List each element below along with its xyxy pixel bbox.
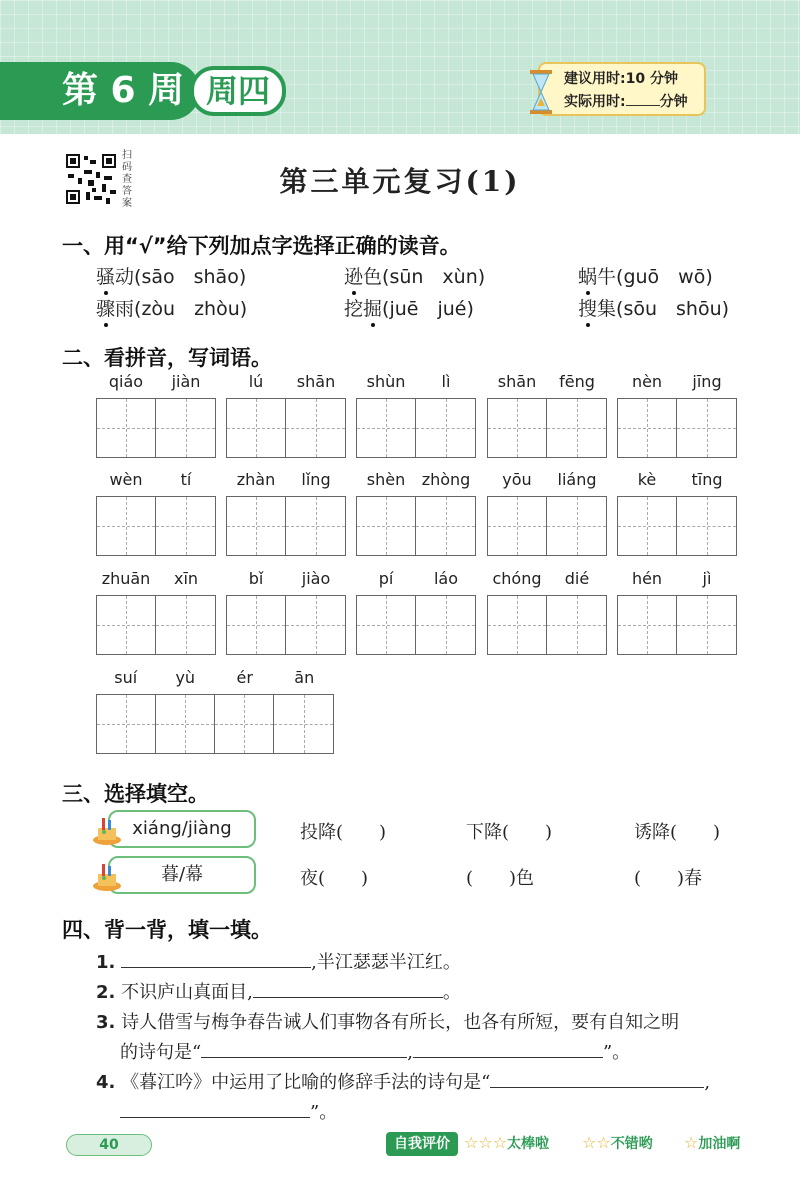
writing-cell[interactable] xyxy=(156,695,215,753)
self-evaluation-label: 自我评价 xyxy=(386,1132,458,1156)
week-label: 第 6 周 xyxy=(0,62,200,120)
pinyin-label xyxy=(226,569,346,591)
pinyin-label xyxy=(356,470,476,492)
writing-grid xyxy=(356,398,476,458)
writing-cell[interactable] xyxy=(618,497,677,555)
pinyin-syllable: suí xyxy=(114,668,138,687)
choice-text: 暮/幕 xyxy=(160,864,204,885)
qr-label: 扫码查答案 xyxy=(122,150,132,209)
question-1: 1. ,半江瑟瑟半江红。 xyxy=(96,952,461,973)
pinyin-choice-item[interactable]: 挖掘(juē jué) xyxy=(344,298,474,320)
writing-grid xyxy=(617,398,737,458)
answer-blank[interactable] xyxy=(490,1070,704,1088)
pinyin-syllable: bǐ xyxy=(248,569,264,588)
pinyin-label xyxy=(96,569,216,591)
writing-cell[interactable] xyxy=(416,596,475,654)
fill-item[interactable]: 夜( ) xyxy=(300,868,369,889)
eval-level-2[interactable]: ☆☆不错哟 xyxy=(582,1133,653,1152)
pinyin-syllable: xīn xyxy=(173,569,199,588)
pinyin-syllable: tīng xyxy=(691,470,723,489)
pinyin-label xyxy=(356,569,476,591)
pinyin-syllable: fēng xyxy=(559,372,595,391)
pinyin-syllable: wèn xyxy=(109,470,143,489)
star-icon: ☆ xyxy=(684,1133,699,1152)
fill-item[interactable]: ( )春 xyxy=(634,868,703,889)
actual-time-blank[interactable] xyxy=(626,92,660,106)
writing-cell[interactable] xyxy=(227,596,286,654)
pinyin-syllable: qiáo xyxy=(108,372,144,391)
pinyin-syllable: lì xyxy=(441,372,451,391)
writing-grid xyxy=(226,595,346,655)
page-title: 第三单元复习(1) xyxy=(279,165,521,198)
writing-cell[interactable] xyxy=(488,399,547,457)
pinyin-syllable: zhuān xyxy=(101,569,151,588)
writing-grid xyxy=(226,398,346,458)
pinyin-syllable: lú xyxy=(248,372,264,391)
writing-cell[interactable] xyxy=(286,596,345,654)
pinyin-label xyxy=(487,470,607,492)
writing-cell[interactable] xyxy=(488,497,547,555)
pinyin-syllable: jīng xyxy=(692,372,722,391)
pinyin-syllable: zhòng xyxy=(421,470,471,489)
writing-grid xyxy=(96,398,216,458)
writing-cell[interactable] xyxy=(227,399,286,457)
pinyin-label xyxy=(96,668,334,690)
fill-item[interactable]: 下降( ) xyxy=(466,822,553,843)
choice-text: xiáng/jiàng xyxy=(132,818,232,839)
writing-cell[interactable] xyxy=(286,399,345,457)
hourglass-icon xyxy=(528,70,554,114)
writing-cell[interactable] xyxy=(227,497,286,555)
answer-blank[interactable] xyxy=(120,1100,310,1118)
star-icon: ☆☆☆ xyxy=(464,1133,508,1152)
pinyin-syllable: shèn xyxy=(366,470,406,489)
writing-cell[interactable] xyxy=(677,497,736,555)
question-4: 4. 《暮江吟》中运用了比喻的修辞手法的诗句是“ , xyxy=(96,1072,711,1093)
writing-cell[interactable] xyxy=(416,497,475,555)
pinyin-syllable: shān xyxy=(497,372,537,391)
pinyin-syllable: láo xyxy=(433,569,459,588)
writing-grid xyxy=(356,595,476,655)
pinyin-label xyxy=(617,372,737,394)
pinyin-syllable: ān xyxy=(294,668,315,687)
writing-cell[interactable] xyxy=(286,497,345,555)
writing-cell[interactable] xyxy=(416,399,475,457)
pinyin-syllable: jì xyxy=(702,569,712,588)
star-icon: ☆☆ xyxy=(582,1133,611,1152)
writing-grid xyxy=(487,496,607,556)
pinyin-syllable: shùn xyxy=(366,372,406,391)
writing-grid xyxy=(96,694,334,754)
answer-blank[interactable] xyxy=(413,1040,603,1058)
pinyin-syllable: yōu xyxy=(502,470,532,489)
pinyin-syllable: dié xyxy=(564,569,590,588)
pinyin-choice-item[interactable]: 搜集(sōu shōu) xyxy=(578,298,730,320)
pinyin-syllable: pí xyxy=(378,569,394,588)
writing-cell[interactable] xyxy=(488,596,547,654)
writing-cell[interactable] xyxy=(97,695,156,753)
choice-box xyxy=(108,856,256,894)
writing-cell[interactable] xyxy=(156,497,215,555)
fill-item[interactable]: 诱降( ) xyxy=(634,822,721,843)
pinyin-syllable: tí xyxy=(180,470,192,489)
writing-grid xyxy=(96,595,216,655)
pinyin-label xyxy=(617,569,737,591)
writing-cell[interactable] xyxy=(215,695,274,753)
question-4-line2: ”。 xyxy=(120,1098,337,1124)
day-label: 周四 xyxy=(190,66,286,116)
writing-grid xyxy=(226,496,346,556)
page-number: 40 xyxy=(66,1134,152,1156)
pinyin-syllable: hén xyxy=(631,569,663,588)
pinyin-syllable: yù xyxy=(175,668,196,687)
eval-level-1[interactable]: ☆☆☆太棒啦 xyxy=(464,1133,550,1152)
pinyin-syllable: chóng xyxy=(492,569,542,588)
writing-grid xyxy=(487,398,607,458)
pinyin-syllable: lǐng xyxy=(301,470,331,489)
answer-blank[interactable] xyxy=(121,950,311,968)
question-3-line2: 的诗句是“ , ”。 xyxy=(120,1042,631,1063)
pinyin-choice-item[interactable]: 骤雨(zòu zhòu) xyxy=(96,298,248,320)
writing-cell[interactable] xyxy=(618,596,677,654)
question-3: 3. 诗人借雪与梅争春告诫人们事物各有所长，也各有所短，要有自知之明 xyxy=(96,1012,680,1033)
pinyin-label xyxy=(487,372,607,394)
pinyin-syllable: ér xyxy=(236,668,253,687)
answer-blank[interactable] xyxy=(201,1040,407,1058)
time-box xyxy=(538,62,706,116)
writing-cell[interactable] xyxy=(156,399,215,457)
pinyin-label xyxy=(356,372,476,394)
actual-time xyxy=(564,91,698,114)
writing-cell[interactable] xyxy=(357,596,416,654)
writing-grid xyxy=(617,595,737,655)
fill-item[interactable]: ( )色 xyxy=(466,868,535,889)
writing-cell[interactable] xyxy=(97,399,156,457)
pencil-cup-icon xyxy=(90,816,124,846)
fill-item[interactable]: 投降( ) xyxy=(300,822,387,843)
week-banner xyxy=(0,62,290,120)
writing-cell[interactable] xyxy=(547,596,606,654)
writing-cell[interactable] xyxy=(677,399,736,457)
writing-grid xyxy=(487,595,607,655)
pinyin-label xyxy=(96,372,216,394)
writing-grid xyxy=(617,496,737,556)
writing-cell[interactable] xyxy=(97,497,156,555)
writing-grid xyxy=(96,496,216,556)
question-2: 2. 不识庐山真面目, 。 xyxy=(96,982,461,1003)
pinyin-label xyxy=(617,470,737,492)
pinyin-choice-item[interactable]: 蜗牛(guō wō) xyxy=(578,266,713,288)
suggested-time: 建议用时:10 分钟 xyxy=(564,71,678,87)
pinyin-syllable: nèn xyxy=(631,372,663,391)
section1-heading: 一、用“√”给下列加点字选择正确的读音。 xyxy=(62,234,461,258)
pinyin-syllable: jiào xyxy=(301,569,331,588)
actual-time-label: 实际用时: xyxy=(564,94,626,110)
writing-cell[interactable] xyxy=(274,695,333,753)
pinyin-label xyxy=(487,569,607,591)
writing-cell[interactable] xyxy=(156,596,215,654)
writing-grid xyxy=(356,496,476,556)
writing-cell[interactable] xyxy=(677,596,736,654)
writing-cell[interactable] xyxy=(547,399,606,457)
section4-heading: 四、背一背，填一填。 xyxy=(62,918,272,942)
pinyin-choice-item[interactable]: 骚动(sāo shāo) xyxy=(96,266,247,288)
pinyin-syllable: shān xyxy=(296,372,336,391)
pencil-cup-icon xyxy=(90,862,124,892)
writing-cell[interactable] xyxy=(357,497,416,555)
pinyin-label xyxy=(96,470,216,492)
section3-heading: 三、选择填空。 xyxy=(62,782,209,806)
writing-cell[interactable] xyxy=(547,497,606,555)
writing-cell[interactable] xyxy=(97,596,156,654)
writing-cell[interactable] xyxy=(357,399,416,457)
pinyin-choice-item[interactable]: 逊色(sūn xùn) xyxy=(344,266,486,288)
answer-blank[interactable] xyxy=(253,980,443,998)
section2-heading: 二、看拼音，写词语。 xyxy=(62,346,272,370)
pinyin-syllable: liáng xyxy=(557,470,597,489)
writing-cell[interactable] xyxy=(618,399,677,457)
eval-level-3[interactable]: ☆加油啊 xyxy=(684,1133,741,1152)
pinyin-syllable: zhàn xyxy=(236,470,276,489)
actual-time-unit: 分钟 xyxy=(659,94,688,110)
pinyin-label xyxy=(226,372,346,394)
pinyin-syllable: jiàn xyxy=(171,372,201,391)
pinyin-syllable: kè xyxy=(637,470,657,489)
choice-box xyxy=(108,810,256,848)
pinyin-label xyxy=(226,470,346,492)
